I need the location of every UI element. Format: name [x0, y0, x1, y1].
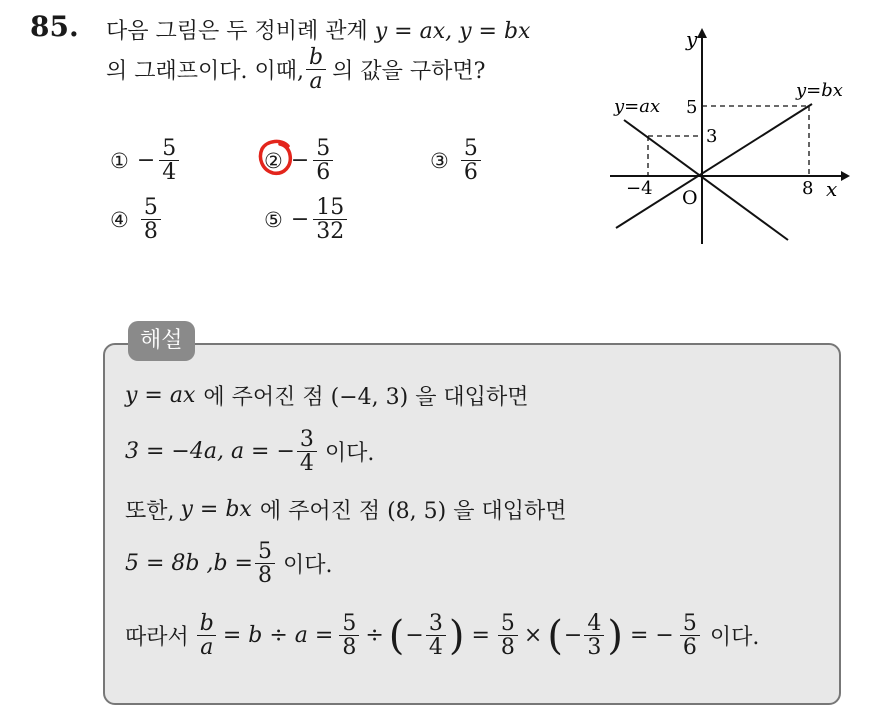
- fraction-denominator: 8: [339, 635, 359, 659]
- question-fraction: [306, 46, 326, 93]
- proportion-graph: [600, 20, 870, 260]
- choice-den: 4: [159, 160, 179, 184]
- choice-fraction: [141, 196, 161, 243]
- left-paren: (: [547, 612, 563, 659]
- solution-line-3: [125, 494, 566, 525]
- choice-sign: −: [136, 148, 156, 174]
- line-y-bx: [616, 104, 812, 228]
- choice-num: 5: [162, 136, 177, 161]
- question-line-2: [106, 46, 485, 93]
- fraction-denominator: 4: [426, 635, 446, 659]
- fraction-numerator: b: [199, 611, 214, 636]
- solution-fraction: [680, 612, 700, 659]
- solution-text: 이다.: [283, 553, 333, 579]
- solution-line-2: [125, 428, 374, 475]
- solution-fraction: [197, 612, 217, 659]
- solution-text: 이다.: [324, 441, 375, 467]
- fraction-denominator: 6: [680, 635, 700, 659]
- choice-fraction: [313, 137, 333, 184]
- question-text-1: 다음 그림은 두 정비례 관계: [106, 19, 375, 44]
- choice-fraction: [313, 196, 347, 243]
- solution-eq: = b ÷ a =: [222, 623, 334, 649]
- y-axis-arrow-icon: [697, 28, 707, 38]
- tick-label-5: 5: [686, 97, 698, 118]
- line-b-label: y=bx: [796, 80, 843, 101]
- question-number: 85.: [30, 10, 79, 43]
- equation-a: y = ax,: [374, 19, 453, 44]
- fraction-numerator: b: [309, 45, 324, 70]
- choice-den: 32: [313, 219, 347, 243]
- solution-tag: 해설: [128, 321, 195, 361]
- choice-mark: ①: [110, 148, 129, 173]
- choice-mark: ②: [264, 148, 283, 173]
- question-line-1: [106, 14, 530, 45]
- selected-answer-circle-icon: [258, 138, 294, 176]
- solution-line-1: [125, 380, 528, 411]
- operator: =: [471, 623, 490, 649]
- solution-fraction: [339, 612, 359, 659]
- question-text-2: 의 그래프이다. 이때,: [106, 59, 304, 85]
- solution-eq: y = ax: [125, 383, 196, 408]
- choice-num: 5: [463, 136, 478, 161]
- question-text-3: 의 값을 구하면?: [332, 59, 486, 85]
- fraction-numerator: 5: [258, 539, 272, 564]
- operator: ×: [523, 623, 543, 649]
- choice-sign: −: [290, 207, 310, 233]
- choice-num: 15: [316, 195, 345, 220]
- choice-num: 5: [143, 195, 158, 220]
- choice-5[interactable]: [264, 196, 349, 243]
- choice-sign: −: [290, 148, 310, 174]
- solution-text: 또한,: [125, 499, 175, 524]
- choice-1[interactable]: [110, 137, 181, 184]
- fraction-numerator: 5: [682, 611, 697, 636]
- line-a-label: y=ax: [614, 96, 661, 117]
- fraction-denominator: 4: [297, 451, 317, 475]
- solution-text: 에 주어진 점 (−4, 3) 을 대입하면: [203, 385, 529, 410]
- choice-den: 8: [141, 219, 161, 243]
- solution-fraction: [498, 612, 518, 659]
- choice-den: 6: [313, 160, 333, 184]
- choice-fraction: [461, 137, 481, 184]
- left-paren: (: [388, 612, 405, 659]
- solution-text: 이다.: [709, 625, 760, 651]
- choice-num: 5: [316, 136, 331, 161]
- operator: −: [563, 623, 583, 649]
- fraction-numerator: 5: [342, 611, 357, 636]
- solution-line-4: [125, 540, 333, 587]
- fraction-numerator: 5: [500, 611, 515, 636]
- fraction-denominator: 8: [255, 563, 275, 587]
- equation-b: y = bx: [459, 19, 531, 44]
- operator: = −: [629, 623, 674, 649]
- fraction-denominator: a: [306, 69, 325, 93]
- solution-eq: 3 = −4a, a = −: [125, 439, 295, 465]
- solution-line-5: [125, 612, 759, 659]
- choice-den: 6: [461, 160, 481, 184]
- x-axis-arrow-icon: [841, 171, 850, 181]
- choice-4[interactable]: [110, 196, 163, 243]
- operator: ÷: [365, 623, 384, 649]
- choice-mark: ③: [430, 148, 449, 173]
- origin-label: O: [682, 187, 698, 209]
- fraction-denominator: 3: [584, 635, 604, 659]
- solution-fraction: [584, 612, 604, 659]
- choice-mark: ⑤: [264, 207, 283, 232]
- solution-eq: 5 = 8b ,b =: [125, 551, 253, 577]
- y-axis-label: y: [686, 27, 698, 51]
- solution-eq: y = bx: [180, 497, 252, 522]
- solution-fraction: [297, 428, 317, 475]
- tick-label-8: 8: [802, 178, 814, 199]
- solution-text: 에 주어진 점 (8, 5) 을 대입하면: [259, 499, 567, 524]
- fraction-numerator: 3: [299, 427, 314, 452]
- fraction-denominator: 8: [498, 635, 518, 659]
- solution-fraction: [426, 612, 446, 659]
- tick-label-neg4: −4: [626, 178, 653, 199]
- choice-3[interactable]: [430, 137, 483, 184]
- fraction-numerator: 4: [587, 611, 602, 636]
- right-paren: ): [448, 612, 465, 659]
- solution-fraction: [255, 540, 275, 587]
- x-axis-label: x: [826, 177, 838, 201]
- solution-text: 따라서: [125, 625, 189, 651]
- choice-fraction: [159, 137, 179, 184]
- choice-mark: ④: [110, 207, 129, 232]
- fraction-numerator: 3: [428, 611, 443, 636]
- fraction-denominator: a: [197, 635, 216, 659]
- right-paren: ): [607, 612, 623, 659]
- tick-label-3: 3: [706, 126, 718, 147]
- operator: −: [405, 623, 424, 649]
